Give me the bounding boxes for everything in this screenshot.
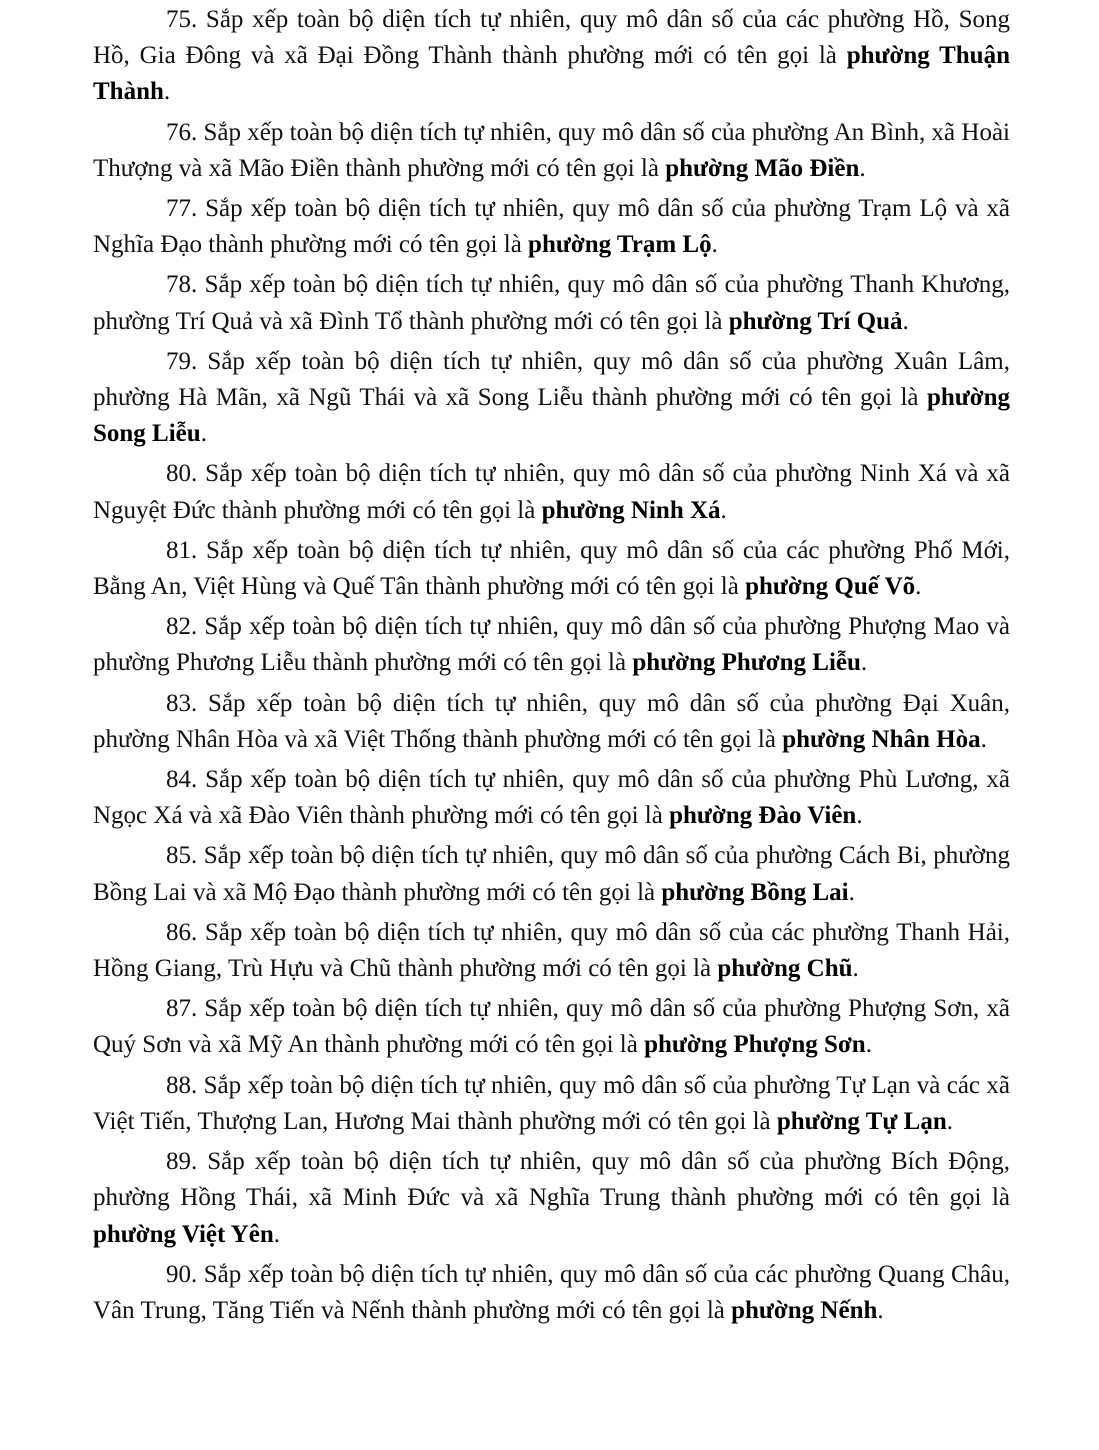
period: . [852,955,859,983]
clause-text: 87. Sắp xếp toàn bộ diện tích tự nhiên, quy mô dân số của phường Phượng Sơn, xã Quý Sơn và xã Mỹ An thành phường mới có tên gọi là [93,995,1010,1059]
clause-89 [93,1144,1010,1253]
new-ward-name: phường Bồng Lai [661,878,849,906]
period: . [711,231,718,259]
clause-text: 82. Sắp xếp toàn bộ diện tích tự nhiên, quy mô dân số của phường Phượng Mao và phường Phương Liễu thành phường mới có tên gọi là [93,613,1010,677]
new-ward-name: phường Phương Liễu [632,649,861,677]
new-ward-name: phường Trạm Lộ [528,231,712,259]
new-ward-name: phường Quế Võ [745,573,916,601]
period: . [865,1031,872,1059]
clause-75 [93,2,1010,111]
clause-77 [93,191,1010,263]
period: . [200,420,207,448]
new-ward-name: phường Ninh Xá [541,496,721,524]
clause-text: 80. Sắp xếp toàn bộ diện tích tự nhiên, quy mô dân số của phường Ninh Xá và xã Nguyệt Đức thành phường mới có tên gọi là [93,460,1010,524]
clause-text: 89. Sắp xếp toàn bộ diện tích tự nhiên, quy mô dân số của phường Bích Động, phường Hồng Thái, xã Minh Đức và xã Nghĩa Trung thành phường mới có tên gọi là [93,1148,1010,1212]
period: . [877,1296,884,1324]
clause-90 [93,1257,1010,1329]
clause-78 [93,267,1010,339]
period: . [163,78,171,106]
new-ward-name: phường Thuận Thành [93,42,1010,106]
clause-text: 85. Sắp xếp toàn bộ diện tích tự nhiên, quy mô dân số của phường Cách Bi, phường Bồng Lai và xã Mộ Đạo thành phường mới có tên gọi là [93,842,1010,906]
clause-text: 75. Sắp xếp toàn bộ diện tích tự nhiên, quy mô dân số của các phường Hồ, Song Hồ, Gia Đông và xã Đại Đồng Thành thành phường mới có tên gọi là [93,6,1010,70]
clause-83 [93,686,1010,758]
new-ward-name: phường Tự Lạn [776,1107,947,1135]
new-ward-name: phường Song Liễu [93,384,1010,448]
clause-86 [93,915,1010,987]
clause-text: 90. Sắp xếp toàn bộ diện tích tự nhiên, quy mô dân số của các phường Quang Châu, Vân Trung, Tăng Tiến và Nếnh thành phường mới có tên gọi là [93,1260,1010,1324]
clause-79 [93,344,1010,453]
clause-85 [93,838,1010,910]
document-page [93,2,1010,1333]
new-ward-name: phường Chũ [717,955,853,983]
clause-text: 86. Sắp xếp toàn bộ diện tích tự nhiên, quy mô dân số của các phường Thanh Hải, Hồng Giang, Trù Hựu và Chũ thành phường mới có tên gọi là [93,918,1010,983]
period: . [915,573,922,601]
clause-text: 77. Sắp xếp toàn bộ diện tích tự nhiên, quy mô dân số của phường Trạm Lộ và xã Nghĩa Đạo thành phường mới có tên gọi là [93,195,1010,259]
clause-text: 79. Sắp xếp toàn bộ diện tích tự nhiên, quy mô dân số của phường Xuân Lâm, phường Hà Mãn, xã Ngũ Thái và xã Song Liễu thành phường mới có tên gọi là [93,347,1010,412]
clause-text: 84. Sắp xếp toàn bộ diện tích tự nhiên, quy mô dân số của phường Phù Lương, xã Ngọc Xá và xã Đào Viên thành phường mới có tên gọi là [93,766,1010,830]
clause-text: 83. Sắp xếp toàn bộ diện tích tự nhiên, quy mô dân số của phường Đại Xuân, phường Nhân Hòa và xã Việt Thống thành phường mới có tên gọi là [93,689,1010,753]
new-ward-name: phường Nếnh [731,1296,878,1324]
clause-84 [93,762,1010,834]
period: . [273,1220,280,1248]
period: . [859,154,866,182]
clause-88 [93,1068,1010,1140]
clause-text: 88. Sắp xếp toàn bộ diện tích tự nhiên, quy mô dân số của phường Tự Lạn và các xã Việt Tiến, Thượng Lan, Hương Mai thành phường mới có tên gọi là [93,1071,1010,1135]
new-ward-name: phường Trí Quả [728,307,903,335]
new-ward-name: phường Nhân Hòa [782,725,981,753]
clause-81 [93,533,1010,605]
clause-text: 81. Sắp xếp toàn bộ diện tích tự nhiên, quy mô dân số của các phường Phố Mới, Bằng An, Việt Hùng và Quế Tân thành phường mới có tên gọi là [93,536,1010,601]
period: . [946,1107,953,1135]
period: . [860,649,868,677]
new-ward-name: phường Việt Yên [93,1220,274,1248]
new-ward-name: phường Phượng Sơn [644,1031,866,1059]
clause-82 [93,609,1010,681]
clause-text: 76. Sắp xếp toàn bộ diện tích tự nhiên, quy mô dân số của phường An Bình, xã Hoài Thượng và xã Mão Điền thành phường mới có tên gọi là [93,118,1010,182]
new-ward-name: phường Đào Viên [669,802,857,830]
period: . [902,307,909,335]
clause-87 [93,991,1010,1063]
period: . [980,725,987,753]
period: . [720,496,727,524]
period: . [856,802,863,830]
period: . [848,878,855,906]
clause-76 [93,115,1010,187]
clause-80 [93,456,1010,528]
clause-text: 78. Sắp xếp toàn bộ diện tích tự nhiên, quy mô dân số của phường Thanh Khương, phường Trí Quả và xã Đình Tổ thành phường mới có tên gọi là [93,271,1010,335]
new-ward-name: phường Mão Điền [665,154,860,182]
